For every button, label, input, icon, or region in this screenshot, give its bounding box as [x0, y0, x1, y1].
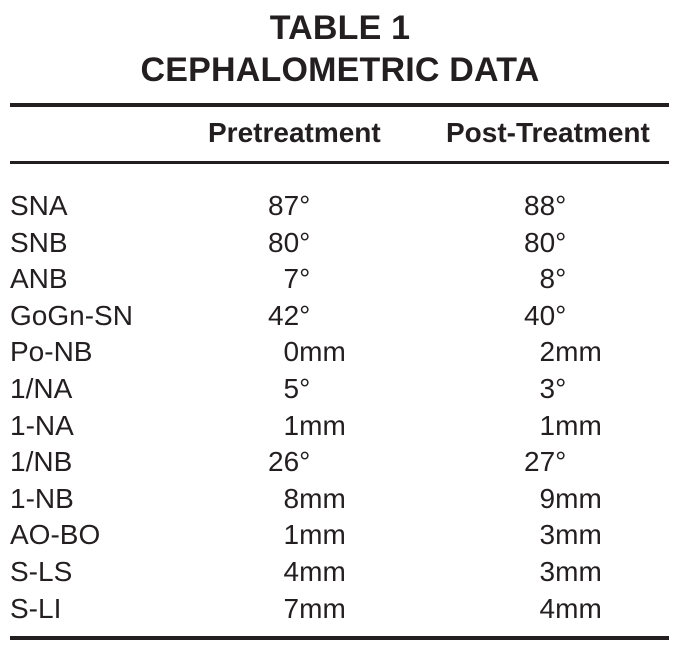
table-row — [0, 554, 693, 591]
table-row — [0, 481, 693, 518]
table-row — [0, 261, 693, 298]
row-label: AO-BO — [10, 519, 101, 551]
table-row — [0, 591, 693, 628]
row-label: ANB — [10, 263, 68, 295]
row-label: S-LS — [10, 555, 73, 587]
table-row — [0, 444, 693, 481]
post-treatment-value: 3mm — [524, 555, 602, 587]
pretreatment-value: 26° — [268, 446, 311, 478]
pretreatment-value: 8mm — [268, 482, 346, 514]
post-treatment-value: 88° — [524, 190, 567, 221]
pretreatment-value: 1mm — [268, 409, 346, 441]
table-title: TABLE 1 — [269, 9, 411, 47]
column-header-post-treatment: Post-Treatment — [446, 117, 650, 148]
row-label: Po-NB — [10, 336, 93, 368]
table-row — [0, 334, 693, 371]
bottom-rule — [10, 636, 669, 640]
pretreatment-value: 42° — [268, 299, 311, 331]
pretreatment-value: 87° — [268, 190, 311, 221]
table-row — [0, 225, 693, 262]
table-row — [0, 188, 693, 225]
column-header-pretreatment: Pretreatment — [208, 117, 381, 148]
pretreatment-value: 80° — [268, 226, 311, 258]
post-treatment-value: 1mm — [524, 409, 602, 441]
post-treatment-value: 3mm — [524, 519, 602, 551]
pretreatment-value: 4mm — [268, 555, 346, 587]
post-treatment-value: 2mm — [524, 336, 602, 368]
row-label: GoGn-SN — [10, 299, 133, 331]
table-row — [0, 371, 693, 408]
table-row — [0, 298, 693, 335]
header-rule — [10, 161, 669, 164]
row-label: 1-NA — [10, 409, 74, 441]
row-label: S-LI — [10, 592, 62, 624]
table-subtitle: CEPHALOMETRIC DATA — [140, 51, 540, 89]
pretreatment-value: 7mm — [268, 592, 346, 624]
post-treatment-value: 3° — [524, 372, 567, 404]
row-label: 1/NB — [10, 446, 73, 478]
row-label: 1/NA — [10, 372, 73, 404]
table-body — [0, 188, 693, 627]
top-rule — [10, 103, 669, 107]
pretreatment-value: 1mm — [268, 519, 346, 551]
post-treatment-value: 9mm — [524, 482, 602, 514]
post-treatment-value: 80° — [524, 226, 567, 258]
pretreatment-value: 5° — [268, 372, 311, 404]
row-label: 1-NB — [10, 482, 74, 514]
table-row — [0, 408, 693, 445]
table-row — [0, 517, 693, 554]
row-label: SNB — [10, 226, 68, 258]
post-treatment-value: 4mm — [524, 592, 602, 624]
post-treatment-value: 27° — [524, 446, 567, 478]
row-label: SNA — [10, 190, 68, 221]
post-treatment-value: 8° — [524, 263, 567, 295]
post-treatment-value: 40° — [524, 299, 567, 331]
pretreatment-value: 0mm — [268, 336, 346, 368]
pretreatment-value: 7° — [268, 263, 311, 295]
